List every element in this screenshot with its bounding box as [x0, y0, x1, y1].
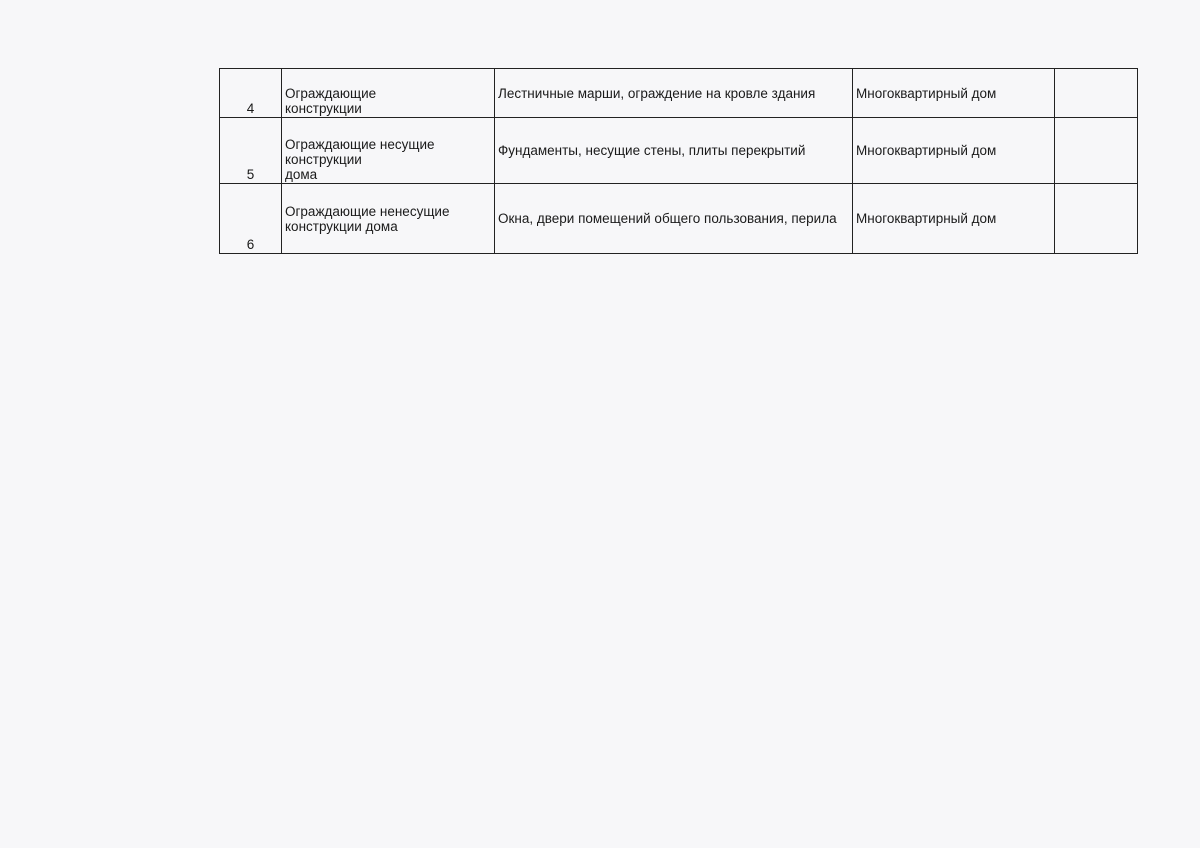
- table-row: [220, 118, 1138, 184]
- table-row: [220, 184, 1138, 254]
- element-name-line: дома: [285, 167, 318, 182]
- note-cell: [1055, 184, 1138, 254]
- object-type: Многоквартирный дом: [853, 184, 1055, 254]
- row-number: 6: [220, 184, 282, 254]
- structures-table: [219, 68, 1138, 254]
- element-description: Лестничные марши, ограждение на кровле здания: [495, 69, 853, 118]
- note-cell: [1055, 69, 1138, 118]
- row-number: 5: [220, 118, 282, 184]
- element-name-line: Ограждающие: [285, 86, 377, 101]
- element-description: Фундаменты, несущие стены, плиты перекрытий: [495, 118, 853, 184]
- table-row: [220, 69, 1138, 118]
- note-cell: [1055, 118, 1138, 184]
- object-type: Многоквартирный дом: [853, 118, 1055, 184]
- element-name-line: Ограждающие ненесущие: [285, 203, 450, 219]
- element-description: Окна, двери помещений общего пользования, перила: [495, 184, 853, 254]
- object-type: Многоквартирный дом: [853, 69, 1055, 118]
- element-name-line: Ограждающие несущие: [285, 137, 435, 152]
- element-name-cell: [282, 184, 495, 254]
- element-name-cell: [282, 69, 495, 118]
- row-number: 4: [220, 69, 282, 118]
- element-name-line: конструкции: [285, 152, 362, 167]
- element-name-line: конструкции: [285, 101, 362, 116]
- element-name-cell: [282, 118, 495, 184]
- element-name-line: конструкции дома: [285, 218, 398, 234]
